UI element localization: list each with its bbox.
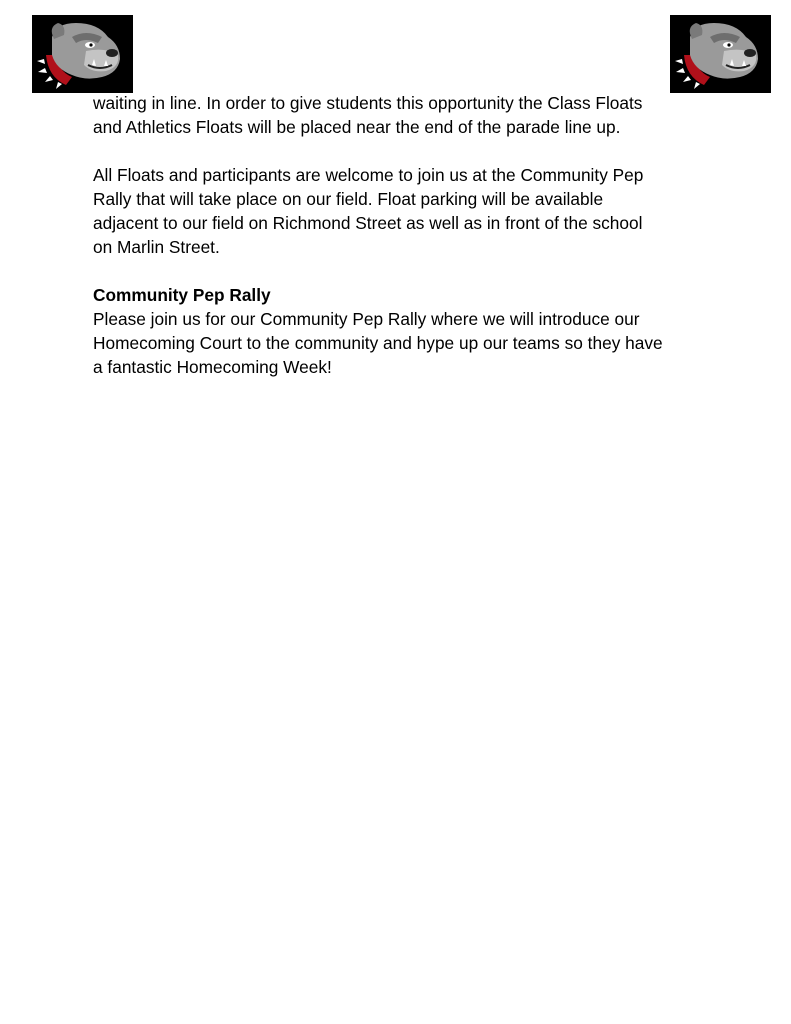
paragraph-float-parking	[93, 163, 713, 259]
text-line: on Marlin Street.	[93, 237, 220, 257]
bulldog-logo-right	[670, 15, 771, 93]
text-line: adjacent to our field on Richmond Street as well as in front of the school	[93, 213, 643, 233]
paragraph-pep-rally	[93, 307, 713, 379]
text-line: All Floats and participants are welcome to join us at the Community Pep	[93, 165, 644, 185]
paragraph-floats-order	[93, 91, 713, 139]
bulldog-mascot-icon	[670, 15, 771, 93]
document-body	[93, 91, 713, 379]
bulldog-logo-left	[32, 15, 133, 93]
text-line: Rally that will take place on our field. Float parking will be available	[93, 189, 604, 209]
text-line: a fantastic Homecoming Week!	[93, 357, 332, 377]
text-line: and Athletics Floats will be placed near the end of the parade line up.	[93, 117, 621, 137]
text-line: Homecoming Court to the community and hype up our teams so they have	[93, 333, 663, 353]
text-line: Please join us for our Community Pep Rally where we will introduce our	[93, 309, 640, 329]
paragraph-spacer	[93, 139, 713, 163]
text-line: waiting in line. In order to give students this opportunity the Class Floats	[93, 93, 643, 113]
section-heading: Community Pep Rally	[93, 285, 271, 305]
bulldog-mascot-icon	[32, 15, 133, 93]
paragraph-spacer	[93, 259, 713, 283]
